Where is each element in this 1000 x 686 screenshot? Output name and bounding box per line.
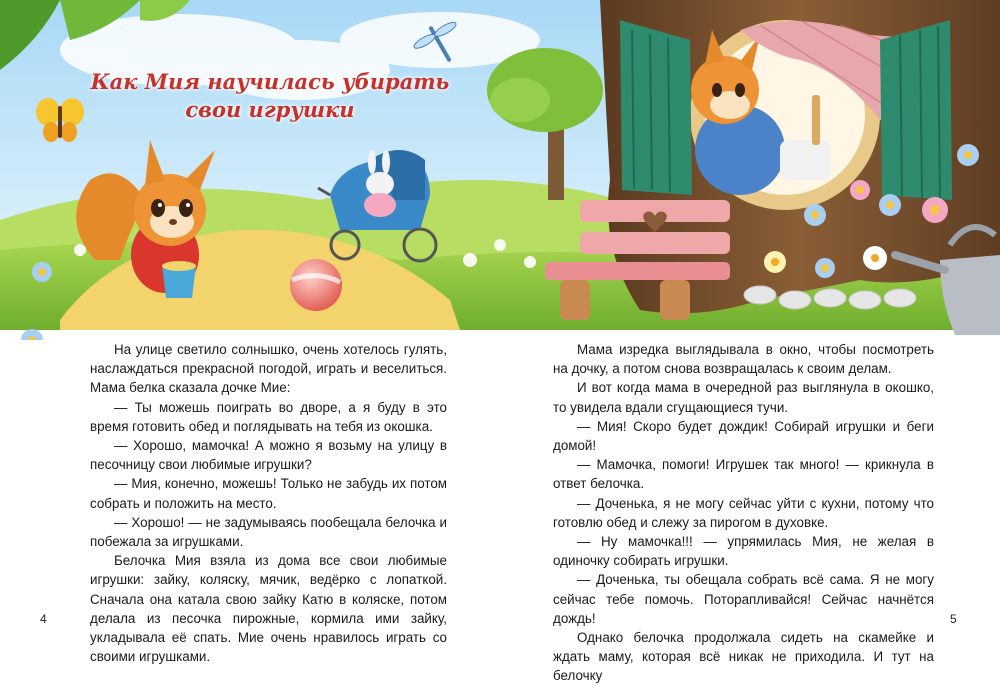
paragraph: — Ну мамочка!!! — упрямилась Мия, не желая в одиночку собирать игрушки.	[553, 534, 934, 569]
paragraph: — Доченька, я не могу сейчас уйти с кухни, потому что готовлю обед и слежу за пирогом в духовке.	[553, 495, 934, 530]
title-line: Как Мия научилась убирать	[90, 69, 450, 94]
paragraph: Мама изредка выглядывала в окно, чтобы посмотреть на дочку, а потом снова возвращалась к своим делам.	[553, 342, 934, 377]
paragraph: — Доченька, ты обещала собрать всё сама. Я не могу сейчас тебе помочь. Поторапливайся! Сейчас начнётся дождь!	[553, 572, 934, 626]
paragraph: Белочка Мия взяла из дома все свои любимые игрушки: зайку, коляску, мячик, ведёрко с лопаткой. Сначала она катала свою зайку Катю в коляске, потом делала из песочка пирожные, кормила ими зайку, укладывала её спать. Мие очень нравилось играть со своими игрушками.	[90, 553, 447, 665]
paragraph: Однако белочка продолжала сидеть на скамейке и ждать маму, которая всё никак не приходила. И тут на белочку	[553, 630, 934, 684]
story-title	[60, 68, 480, 124]
paragraph: — Мия, конечно, можешь! Только не забудь их потом собрать и положить на место.	[90, 476, 447, 511]
paragraph: — Мамочка, помоги! Игрушек так много! — крикнула в ответ белочка.	[553, 457, 934, 492]
paragraph: — Мия! Скоро будет дождик! Собирай игрушки и беги домой!	[553, 418, 934, 454]
illustration	[0, 0, 1000, 340]
left-text-column	[90, 340, 447, 666]
paragraph: — Хорошо, мамочка! А можно я возьму на улицу в песочницу свои любимые игрушки?	[90, 438, 447, 473]
right-text-column	[553, 340, 934, 686]
paragraph: И вот когда мама в очередной раз выглянула в окошко, то увидела вдали сгущающиеся тучи.	[553, 380, 934, 415]
paragraph: — Ты можешь поиграть во дворе, а я буду в это время готовить обед и поглядывать на тебя из окошка.	[90, 399, 447, 434]
page-number-left: 4	[40, 612, 47, 626]
page-number-right: 5	[950, 612, 957, 626]
title-line: свои игрушки	[185, 97, 355, 122]
ball	[290, 259, 342, 311]
paragraph: На улице светило солнышко, очень хотелось гулять, наслаждаться прекрасной погодой, играть и веселиться. Мама белка сказала дочке Мие:	[90, 342, 447, 396]
paragraph: — Хорошо! — не задумываясь пообещала белочка и побежала за игрушками.	[90, 514, 447, 550]
